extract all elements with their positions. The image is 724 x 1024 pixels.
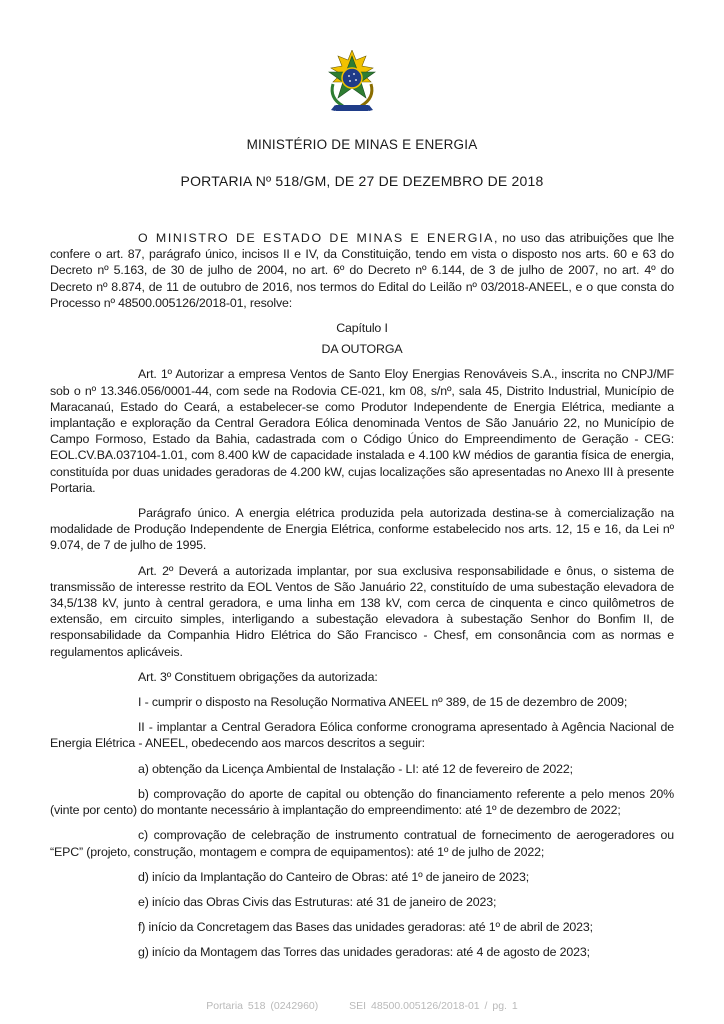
- item-b: b) comprovação do aporte de capital ou obtenção do financiamento referente a pelo menos 20% (vinte por cento) do montante necessário à implantação do empreendimento: até 1º de dezembro de 2022;: [50, 786, 674, 818]
- article-1: Art. 1º Autorizar a empresa Ventos de Santo Eloy Energias Renováveis S.A., inscrita no CNPJ/MF sob o nº 13.346.056/0001-44, com sede na Rodovia CE-021, km 08, s/nº, sala 45, Distrito Industrial, Município de Maracanaú, Estado do Ceará, a estabelecer-se como Produtor Independente de Energia Elétrica, mediante a implantação e exploração da Central Geradora Eólica denominada Ventos de São Januário 22, no Município de Campo Formoso, Estado da Bahia, cadastrada com o Código Único do Empreendimento de Geração - CEG: EOL.CV.BA.037104-1.01, com 8.400 kW de capacidade instalada e 4.100 kW médios de garantia física de energia, constituída por duas unidades geradoras de 4.200 kW, cujas localizações são apresentadas no Anexo III à presente Portaria.: [50, 367, 674, 495]
- article-2: Art. 2º Deverá a autorizada implantar, por sua exclusiva responsabilidade e ônus, o sistema de transmissão de interesse restrito da EOL Ventos de São Januário 22, constituído de uma subestação elevadora de 34,5/138 kV, junto à central geradora, e uma linha em 138 kV, com cerca de cinquenta e cinco quilômetros de extensão, em circuito simples, interligando a subestação elevadora à subestação Senhor do Bonfim II, de responsabilidade da Companhia Hidro Elétrica do São Francisco - Chesf, em consonância com as normas e regulamentos aplicáveis.: [50, 563, 674, 659]
- item-e: e) início das Obras Civis das Estruturas: até 31 de janeiro de 2023;: [138, 894, 497, 909]
- chapter-label: Capítulo I: [336, 321, 388, 336]
- document-body: [50, 230, 674, 970]
- item-a: a) obtenção da Licença Ambiental de Instalação - LI: até 12 de fevereiro de 2022;: [138, 761, 573, 776]
- brazil-coat-of-arms-icon: [323, 50, 381, 114]
- paragrafo-unico: Parágrafo único. A energia elétrica produzida pela autorizada destina-se à comercialização na modalidade de Produção Independente de Energia Elétrica, conforme estabelecido nos arts. 12, 15 e 16, da Lei nº 9.074, de 7 de julho de 1995.: [50, 506, 674, 553]
- item-d: d) início da Implantação do Canteiro de Obras: até 1º de janeiro de 2023;: [138, 869, 530, 884]
- preamble-lead: O MINISTRO DE ESTADO DE MINAS E ENERGIA: [138, 231, 494, 245]
- item-f: f) início da Concretagem das Bases das unidades geradoras: até 1º de abril de 2023;: [138, 920, 593, 935]
- ministry-heading: MINISTÉRIO DE MINAS E ENERGIA: [246, 137, 478, 152]
- inciso-1: I - cumprir o disposto na Resolução Normativa ANEEL nº 389, de 15 de dezembro de 2009;: [138, 695, 628, 710]
- item-c: c) comprovação de celebração de instrumento contratual de fornecimento de aerogeradores ou “EPC” (projeto, construção, montagem e compra de equipamentos): até 1º de julho de 2022;: [50, 828, 674, 859]
- article-3: Art. 3º Constituem obrigações da autorizada:: [138, 669, 378, 684]
- footer-sei-ref: SEI 48500.005126/2018-01 / pg. 1: [349, 1000, 518, 1012]
- inciso-2: II - implantar a Central Geradora Eólica conforme cronograma apresentado à Agência Nacional de Energia Elétrica - ANEEL, obedecendo aos marcos descritos a seguir:: [50, 720, 674, 751]
- preamble-text: , no uso das atribuições que lhe confere o art. 87, parágrafo único, incisos II e IV, da Constituição, tendo em vista o disposto nos arts. 60 e 63 do Decreto nº 5.163, de 30 de julho de 2004, no art. 6º do Decreto nº 6.144, de 3 de julho de 2007, no art. 4º do Decreto nº 8.874, de 11 de outubro de 2016, nos termos do Edital do Leilão nº 03/2018-ANEEL, e o que consta do Processo nº 48500.005126/2018-01, resolve:: [50, 231, 675, 310]
- portaria-title: PORTARIA Nº 518/GM, DE 27 DE DEZEMBRO DE 2018: [180, 173, 544, 189]
- preamble: [50, 230, 674, 311]
- chapter-title: DA OUTORGA: [321, 342, 403, 357]
- page-footer: [0, 1000, 724, 1012]
- footer-doc-ref: Portaria 518 (0242960): [206, 1000, 319, 1012]
- item-g: g) início da Montagem das Torres das unidades geradoras: até 4 de agosto de 2023;: [138, 945, 590, 960]
